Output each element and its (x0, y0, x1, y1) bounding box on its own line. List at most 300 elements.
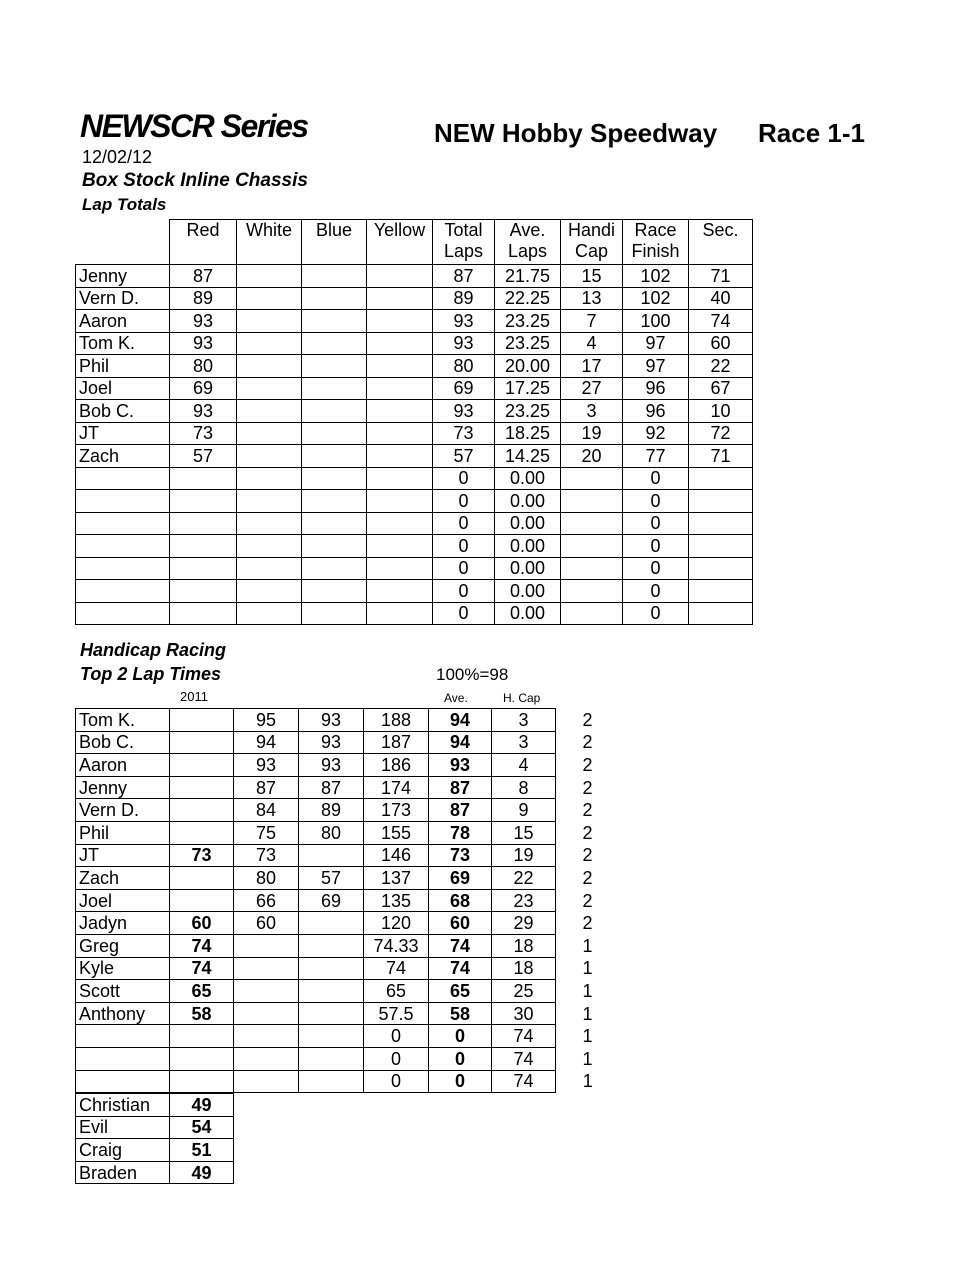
table-cell: 0.00 (495, 535, 561, 558)
driver-name: Aaron (76, 754, 170, 777)
table-row (76, 821, 620, 844)
table-cell: 0 (364, 1047, 429, 1070)
race-count: 1 (582, 1026, 593, 1047)
table-cell (302, 512, 367, 535)
table-cell: 0.00 (495, 557, 561, 580)
table-cell: 74 (492, 1025, 556, 1048)
table-cell: 94 (429, 731, 492, 754)
table-cell (299, 844, 364, 867)
table-cell (367, 377, 433, 400)
driver-name: Kyle (76, 957, 170, 980)
table-cell (170, 867, 234, 890)
table-cell: 25 (492, 980, 556, 1003)
driver-name: Vern D. (76, 799, 170, 822)
driver-name: Tom K. (76, 332, 170, 355)
driver-name (76, 1070, 170, 1093)
driver-name: Zach (76, 445, 170, 468)
table-cell (170, 731, 234, 754)
table-cell (170, 754, 234, 777)
race-count: 2 (582, 867, 593, 888)
handicap-title: Handicap Racing (80, 640, 227, 660)
table-cell: 21.75 (495, 265, 561, 288)
table-row (76, 980, 620, 1003)
col-hcap-label: H. Cap (503, 691, 541, 705)
table-cell: 65 (429, 980, 492, 1003)
table-cell (234, 1002, 299, 1025)
race-label: Race 1-1 (758, 118, 865, 148)
race-count: 2 (582, 822, 593, 843)
table-cell: 0 (429, 1047, 492, 1070)
table-row (76, 377, 753, 400)
table-cell (170, 602, 237, 625)
driver-name: Scott (76, 980, 170, 1003)
table-cell (170, 580, 237, 603)
table-cell: 69 (299, 889, 364, 912)
table-cell: 22.25 (495, 287, 561, 310)
table-cell: 23 (492, 889, 556, 912)
table-cell: 73 (429, 844, 492, 867)
table-cell: 65 (364, 980, 429, 1003)
table-cell: 71 (689, 265, 753, 288)
table-cell: 60 (170, 912, 234, 935)
header-corner (76, 220, 170, 265)
table-cell: 93 (433, 332, 495, 355)
table-cell: 17.25 (495, 377, 561, 400)
table-row (76, 310, 753, 333)
driver-name: Jenny (76, 776, 170, 799)
driver-name: Braden (76, 1161, 170, 1184)
table-cell: 92 (623, 422, 689, 445)
lap-totals-header-row (76, 220, 753, 265)
table-row (76, 957, 620, 980)
table-row (76, 867, 620, 890)
table-cell: 78 (429, 821, 492, 844)
table-cell: 72 (689, 422, 753, 445)
table-cell (302, 400, 367, 423)
table-cell (237, 265, 302, 288)
table-cell (561, 557, 623, 580)
driver-name: Craig (76, 1139, 170, 1162)
table-row (76, 1047, 620, 1070)
table-row (76, 1161, 234, 1184)
table-cell (689, 467, 753, 490)
table-row (76, 844, 620, 867)
table-row (76, 1116, 234, 1139)
column-header: Handi Cap (561, 220, 623, 265)
table-cell: 13 (561, 287, 623, 310)
table-cell: 0.00 (495, 512, 561, 535)
table-cell: 97 (623, 332, 689, 355)
table-row (76, 535, 753, 558)
driver-name: Greg (76, 934, 170, 957)
table-row (76, 1070, 620, 1093)
table-cell: 73 (234, 844, 299, 867)
table-cell: 0 (623, 557, 689, 580)
table-cell: 93 (299, 709, 364, 732)
table-row (76, 776, 620, 799)
race-date: 12/02/12 (82, 147, 153, 167)
table-cell: 102 (623, 265, 689, 288)
table-cell: 49 (170, 1161, 234, 1184)
table-row (76, 512, 753, 535)
table-cell (299, 1025, 364, 1048)
table-row (76, 287, 753, 310)
table-cell: 0 (623, 467, 689, 490)
table-cell: 66 (234, 889, 299, 912)
driver-name: Jadyn (76, 912, 170, 935)
driver-name (76, 1047, 170, 1070)
table-cell (302, 265, 367, 288)
table-row (76, 422, 753, 445)
table-cell (170, 557, 237, 580)
table-cell: 187 (364, 731, 429, 754)
table-cell: 0.00 (495, 580, 561, 603)
table-cell: 23.25 (495, 310, 561, 333)
table-cell (367, 535, 433, 558)
table-cell: 4 (561, 332, 623, 355)
table-row (76, 1094, 234, 1117)
class-title: Box Stock Inline Chassis (82, 170, 308, 191)
table-cell (367, 490, 433, 513)
table-cell: 51 (170, 1139, 234, 1162)
table-row (76, 490, 753, 513)
table-cell: 80 (234, 867, 299, 890)
table-cell: 174 (364, 776, 429, 799)
table-cell (689, 490, 753, 513)
table-cell: 87 (170, 265, 237, 288)
table-cell (237, 490, 302, 513)
table-cell (367, 287, 433, 310)
table-cell: 57 (433, 445, 495, 468)
table-cell: 73 (433, 422, 495, 445)
table-row (76, 445, 753, 468)
table-cell (237, 535, 302, 558)
table-cell (302, 467, 367, 490)
race-count: 2 (582, 709, 593, 730)
driver-name (76, 557, 170, 580)
table-cell (237, 377, 302, 400)
table-cell (237, 580, 302, 603)
column-header: Red (170, 220, 237, 265)
table-cell: 74 (364, 957, 429, 980)
table-cell: 146 (364, 844, 429, 867)
table-cell: 29 (492, 912, 556, 935)
table-cell: 0.00 (495, 490, 561, 513)
table-cell (237, 355, 302, 378)
table-cell: 60 (234, 912, 299, 935)
table-cell (302, 535, 367, 558)
table-cell: 74.33 (364, 934, 429, 957)
table-row (76, 731, 620, 754)
table-cell: 0 (433, 490, 495, 513)
table-cell: 0 (433, 580, 495, 603)
table-cell (561, 535, 623, 558)
driver-name (76, 1025, 170, 1048)
driver-name: JT (76, 422, 170, 445)
table-cell (302, 557, 367, 580)
table-cell (237, 467, 302, 490)
table-cell (561, 490, 623, 513)
table-cell: 3 (492, 709, 556, 732)
table-row (76, 602, 753, 625)
table-cell: 93 (170, 400, 237, 423)
table-cell: 69 (429, 867, 492, 890)
table-cell (302, 332, 367, 355)
table-cell (237, 422, 302, 445)
table-cell (170, 1070, 234, 1093)
table-cell: 188 (364, 709, 429, 732)
table-cell: 3 (492, 731, 556, 754)
table-cell (237, 602, 302, 625)
table-cell: 74 (492, 1070, 556, 1093)
column-header: Sec. (689, 220, 753, 265)
table-cell (689, 602, 753, 625)
driver-name: Bob C. (76, 400, 170, 423)
table-cell: 68 (429, 889, 492, 912)
table-cell: 84 (234, 799, 299, 822)
table-row (76, 467, 753, 490)
table-cell: 22 (492, 867, 556, 890)
table-cell (367, 557, 433, 580)
race-count: 2 (582, 845, 593, 866)
other-drivers-table (75, 1093, 234, 1184)
table-cell (170, 776, 234, 799)
table-cell: 102 (623, 287, 689, 310)
table-cell (561, 467, 623, 490)
table-cell (367, 310, 433, 333)
table-cell (367, 512, 433, 535)
table-cell: 0 (429, 1070, 492, 1093)
race-count: 2 (582, 913, 593, 934)
race-count: 1 (582, 935, 593, 956)
table-row (76, 332, 753, 355)
table-cell (689, 535, 753, 558)
table-cell (170, 821, 234, 844)
table-cell: 93 (170, 332, 237, 355)
table-cell: 93 (234, 754, 299, 777)
table-cell (367, 602, 433, 625)
table-cell: 71 (689, 445, 753, 468)
table-cell (302, 377, 367, 400)
table-cell: 95 (234, 709, 299, 732)
table-cell (237, 400, 302, 423)
table-row (76, 1002, 620, 1025)
table-cell: 58 (170, 1002, 234, 1025)
race-count: 1 (582, 1071, 593, 1092)
table-cell (170, 1025, 234, 1048)
driver-name (76, 490, 170, 513)
table-cell: 73 (170, 844, 234, 867)
table-cell (299, 1047, 364, 1070)
table-cell: 23.25 (495, 400, 561, 423)
table-cell (299, 1070, 364, 1093)
table-cell (302, 287, 367, 310)
table-cell: 93 (299, 754, 364, 777)
table-row (76, 912, 620, 935)
driver-name: Joel (76, 889, 170, 912)
table-row (76, 1025, 620, 1048)
table-cell (170, 709, 234, 732)
table-cell: 74 (170, 957, 234, 980)
table-cell: 57 (170, 445, 237, 468)
lap-totals-title: Lap Totals (82, 195, 167, 214)
handicap-subtitle: Top 2 Lap Times (80, 664, 222, 684)
driver-name: Phil (76, 355, 170, 378)
table-cell: 4 (492, 754, 556, 777)
table-cell: 0 (429, 1025, 492, 1048)
table-cell: 30 (492, 1002, 556, 1025)
race-count: 1 (582, 958, 593, 979)
table-cell (367, 355, 433, 378)
driver-name: Bob C. (76, 731, 170, 754)
table-cell (367, 332, 433, 355)
table-cell: 19 (561, 422, 623, 445)
table-cell: 100 (623, 310, 689, 333)
table-cell (170, 889, 234, 912)
driver-name: Aaron (76, 310, 170, 333)
table-cell (234, 1070, 299, 1093)
table-cell (170, 490, 237, 513)
table-cell: 65 (170, 980, 234, 1003)
table-cell: 96 (623, 400, 689, 423)
table-cell: 58 (429, 1002, 492, 1025)
table-cell: 87 (429, 776, 492, 799)
table-cell (561, 580, 623, 603)
table-cell (237, 445, 302, 468)
table-cell: 0 (364, 1070, 429, 1093)
table-cell: 186 (364, 754, 429, 777)
race-count: 1 (582, 1003, 593, 1024)
table-cell: 93 (433, 310, 495, 333)
col-ave-label: Ave. (444, 691, 468, 705)
table-cell: 0 (623, 490, 689, 513)
table-cell (237, 512, 302, 535)
table-row (76, 934, 620, 957)
driver-name: Phil (76, 821, 170, 844)
col-2011-label: 2011 (180, 689, 208, 704)
track-name: NEW Hobby Speedway (434, 118, 718, 148)
table-cell: 18 (492, 934, 556, 957)
table-cell: 93 (433, 400, 495, 423)
table-cell (302, 602, 367, 625)
table-cell (234, 1025, 299, 1048)
table-cell: 75 (234, 821, 299, 844)
table-cell: 87 (429, 799, 492, 822)
table-row (76, 265, 753, 288)
table-cell: 15 (561, 265, 623, 288)
table-cell: 23.25 (495, 332, 561, 355)
table-cell (367, 400, 433, 423)
table-cell (299, 912, 364, 935)
column-header: Yellow (367, 220, 433, 265)
table-cell: 54 (170, 1116, 234, 1139)
driver-name: JT (76, 844, 170, 867)
driver-name (76, 467, 170, 490)
table-cell: 3 (561, 400, 623, 423)
table-cell: 9 (492, 799, 556, 822)
table-cell: 97 (623, 355, 689, 378)
table-row (76, 799, 620, 822)
driver-name: Vern D. (76, 287, 170, 310)
table-cell: 80 (433, 355, 495, 378)
race-count: 1 (582, 1048, 593, 1069)
driver-name: Evil (76, 1116, 170, 1139)
table-cell (367, 422, 433, 445)
table-cell: 155 (364, 821, 429, 844)
table-cell: 93 (299, 731, 364, 754)
table-cell (302, 490, 367, 513)
table-cell: 87 (234, 776, 299, 799)
table-cell (302, 580, 367, 603)
table-cell: 74 (429, 957, 492, 980)
table-row (76, 754, 620, 777)
table-cell: 89 (170, 287, 237, 310)
table-cell (302, 422, 367, 445)
table-cell: 7 (561, 310, 623, 333)
table-cell (237, 287, 302, 310)
table-cell: 40 (689, 287, 753, 310)
table-cell: 0 (433, 467, 495, 490)
table-cell: 57 (299, 867, 364, 890)
table-cell (299, 957, 364, 980)
table-cell (302, 445, 367, 468)
table-cell: 89 (299, 799, 364, 822)
table-cell (302, 310, 367, 333)
table-cell: 18 (492, 957, 556, 980)
table-cell: 137 (364, 867, 429, 890)
table-cell: 77 (623, 445, 689, 468)
table-cell (170, 535, 237, 558)
race-count: 2 (582, 732, 593, 753)
table-cell: 120 (364, 912, 429, 935)
column-header: Race Finish (623, 220, 689, 265)
table-row (76, 1139, 234, 1162)
driver-name: Zach (76, 867, 170, 890)
table-cell (302, 355, 367, 378)
table-row (76, 889, 620, 912)
table-cell: 93 (429, 754, 492, 777)
race-count: 2 (582, 754, 593, 775)
race-count: 2 (582, 890, 593, 911)
table-cell: 0 (433, 512, 495, 535)
table-cell (299, 1002, 364, 1025)
table-cell: 57.5 (364, 1002, 429, 1025)
percent-note: 100%=98 (436, 665, 509, 684)
table-cell: 69 (170, 377, 237, 400)
table-cell: 73 (170, 422, 237, 445)
lap-totals-table (75, 219, 753, 625)
driver-name: Joel (76, 377, 170, 400)
table-cell: 173 (364, 799, 429, 822)
table-cell: 14.25 (495, 445, 561, 468)
table-cell: 0 (364, 1025, 429, 1048)
table-cell: 74 (492, 1047, 556, 1070)
table-cell: 27 (561, 377, 623, 400)
table-cell (367, 467, 433, 490)
table-cell: 89 (433, 287, 495, 310)
race-count: 1 (582, 980, 593, 1001)
column-header: Total Laps (433, 220, 495, 265)
table-cell: 0 (623, 512, 689, 535)
column-header: Ave. Laps (495, 220, 561, 265)
table-cell: 20 (561, 445, 623, 468)
race-count: 2 (582, 800, 593, 821)
series-title: NEWSCR Series (80, 108, 308, 144)
table-row (76, 400, 753, 423)
driver-name (76, 580, 170, 603)
table-cell (170, 467, 237, 490)
table-cell: 94 (234, 731, 299, 754)
